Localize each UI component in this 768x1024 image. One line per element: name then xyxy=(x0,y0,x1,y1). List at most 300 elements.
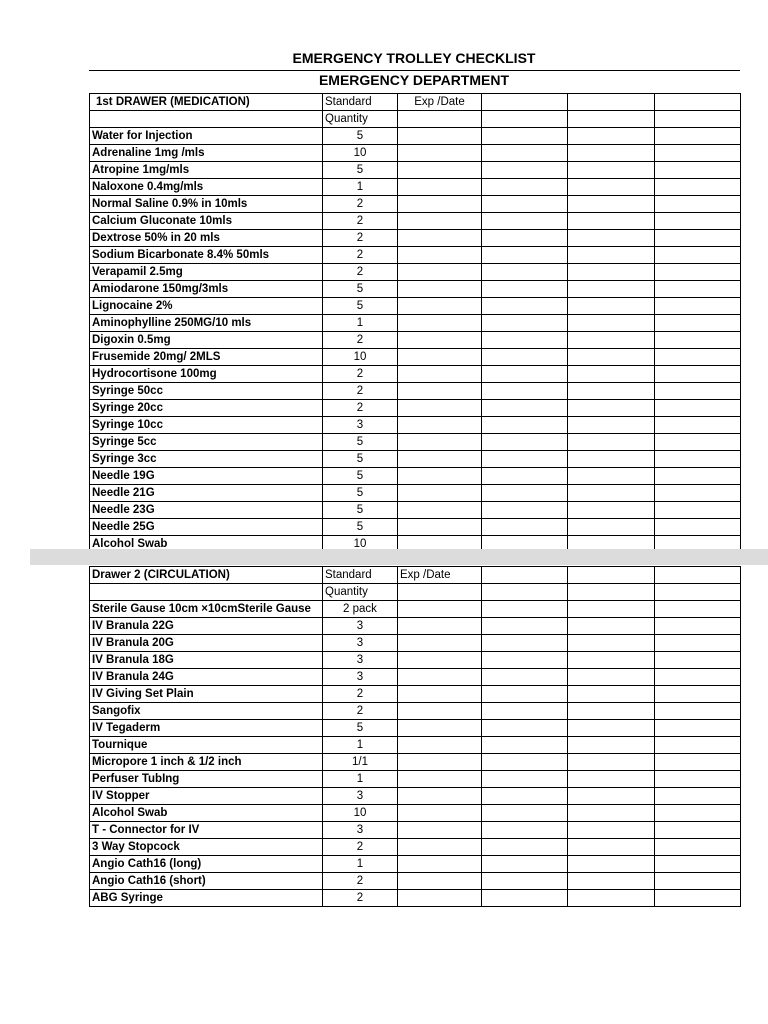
item-name: Lignocaine 2% xyxy=(90,298,323,315)
standard-label: Standard xyxy=(323,94,398,111)
check-cell[interactable] xyxy=(482,805,568,822)
check-cell[interactable] xyxy=(655,366,741,383)
exp-date-cell[interactable] xyxy=(398,601,482,618)
item-name: Naloxone 0.4mg/mls xyxy=(90,179,323,196)
exp-date-cell[interactable] xyxy=(398,162,482,179)
exp-date-cell[interactable] xyxy=(398,281,482,298)
check-cell[interactable] xyxy=(482,417,568,434)
check-cell[interactable] xyxy=(655,468,741,485)
empty-cell[interactable] xyxy=(655,111,741,128)
check-cell[interactable] xyxy=(655,805,741,822)
check-cell[interactable] xyxy=(655,754,741,771)
item-name: Frusemide 20mg/ 2MLS xyxy=(90,349,323,366)
table-row xyxy=(90,788,741,805)
check-cell[interactable] xyxy=(655,737,741,754)
standard-quantity: 1 xyxy=(323,771,398,788)
standard-quantity: 5 xyxy=(323,451,398,468)
check-cell[interactable] xyxy=(568,890,655,907)
standard-quantity: 5 xyxy=(323,434,398,451)
item-name: IV Stopper xyxy=(90,788,323,805)
empty-cell[interactable] xyxy=(482,111,568,128)
standard-quantity: 2 xyxy=(323,230,398,247)
table-row xyxy=(90,349,741,366)
check-cell[interactable] xyxy=(655,635,741,652)
check-cell[interactable] xyxy=(482,468,568,485)
standard-quantity: 2 xyxy=(323,383,398,400)
check-cell[interactable] xyxy=(655,315,741,332)
table-row xyxy=(90,264,741,281)
check-cell[interactable] xyxy=(482,856,568,873)
table-row xyxy=(90,315,741,332)
exp-date-cell[interactable] xyxy=(398,839,482,856)
check-cell[interactable] xyxy=(482,754,568,771)
exp-date-cell[interactable] xyxy=(398,213,482,230)
check-cell[interactable] xyxy=(482,839,568,856)
check-cell[interactable] xyxy=(482,298,568,315)
check-cell[interactable] xyxy=(482,873,568,890)
item-name: Sangofix xyxy=(90,703,323,720)
standard-quantity: 5 xyxy=(323,468,398,485)
check-cell[interactable] xyxy=(655,417,741,434)
standard-quantity: 2 xyxy=(323,196,398,213)
standard-quantity: 10 xyxy=(323,805,398,822)
check-cell[interactable] xyxy=(482,618,568,635)
empty-cell[interactable] xyxy=(568,111,655,128)
exp-date-cell[interactable] xyxy=(398,468,482,485)
exp-date-cell[interactable] xyxy=(398,873,482,890)
empty-cell[interactable] xyxy=(398,584,482,601)
item-name: Digoxin 0.5mg xyxy=(90,332,323,349)
table-row xyxy=(90,720,741,737)
table-row xyxy=(90,890,741,907)
check-cell[interactable] xyxy=(568,669,655,686)
table-row xyxy=(90,230,741,247)
item-name: IV Branula 22G xyxy=(90,618,323,635)
exp-date-cell[interactable] xyxy=(398,332,482,349)
check-cell[interactable] xyxy=(655,720,741,737)
exp-date-cell[interactable] xyxy=(398,720,482,737)
exp-date-label: Exp /Date xyxy=(398,94,482,111)
check-cell[interactable] xyxy=(568,230,655,247)
check-cell[interactable] xyxy=(655,247,741,264)
item-name: 3 Way Stopcock xyxy=(90,839,323,856)
table-row xyxy=(90,451,741,468)
check-cell[interactable] xyxy=(482,145,568,162)
exp-date-cell[interactable] xyxy=(398,703,482,720)
exp-date-cell[interactable] xyxy=(398,771,482,788)
exp-date-label: Exp /Date xyxy=(398,567,482,584)
standard-quantity: 3 xyxy=(323,618,398,635)
item-name: Perfuser TubIng xyxy=(90,771,323,788)
check-cell[interactable] xyxy=(482,451,568,468)
check-cell[interactable] xyxy=(655,485,741,502)
exp-date-cell[interactable] xyxy=(398,618,482,635)
standard-quantity: 1/1 xyxy=(323,754,398,771)
standard-quantity: 2 xyxy=(323,873,398,890)
table-row xyxy=(90,162,741,179)
table-row xyxy=(90,247,741,264)
check-cell[interactable] xyxy=(482,281,568,298)
check-cell[interactable] xyxy=(655,145,741,162)
empty-cell[interactable] xyxy=(482,567,568,584)
check-cell[interactable] xyxy=(568,281,655,298)
item-name: IV Branula 24G xyxy=(90,669,323,686)
check-cell[interactable] xyxy=(482,230,568,247)
check-cell[interactable] xyxy=(568,686,655,703)
standard-quantity: 3 xyxy=(323,822,398,839)
exp-date-cell[interactable] xyxy=(398,247,482,264)
standard-quantity: 5 xyxy=(323,281,398,298)
check-cell[interactable] xyxy=(482,434,568,451)
exp-date-cell[interactable] xyxy=(398,788,482,805)
item-name: Aminophylline 250MG/10 mls xyxy=(90,315,323,332)
standard-quantity: 3 xyxy=(323,635,398,652)
item-name: Alcohol Swab xyxy=(90,805,323,822)
item-name: Verapamil 2.5mg xyxy=(90,264,323,281)
quantity-label: Quantity xyxy=(323,111,398,128)
standard-quantity: 1 xyxy=(323,315,398,332)
standard-quantity: 3 xyxy=(323,417,398,434)
check-cell[interactable] xyxy=(482,213,568,230)
check-cell[interactable] xyxy=(568,652,655,669)
check-cell[interactable] xyxy=(568,771,655,788)
check-cell[interactable] xyxy=(482,315,568,332)
item-name: ABG Syringe xyxy=(90,890,323,907)
quantity-label: Quantity xyxy=(323,584,398,601)
check-cell[interactable] xyxy=(482,822,568,839)
check-cell[interactable] xyxy=(568,703,655,720)
item-name: Angio Cath16 (short) xyxy=(90,873,323,890)
table-row xyxy=(90,601,741,618)
empty-cell[interactable] xyxy=(482,584,568,601)
empty-cell[interactable] xyxy=(568,94,655,111)
standard-quantity: 5 xyxy=(323,162,398,179)
check-cell[interactable] xyxy=(655,196,741,213)
check-cell[interactable] xyxy=(655,502,741,519)
standard-quantity: 2 xyxy=(323,264,398,281)
standard-quantity: 2 xyxy=(323,400,398,417)
standard-label: Standard xyxy=(323,567,398,584)
check-cell[interactable] xyxy=(482,179,568,196)
empty-cell[interactable] xyxy=(568,567,655,584)
check-cell[interactable] xyxy=(482,737,568,754)
check-cell[interactable] xyxy=(568,519,655,536)
drawer1-header-row xyxy=(90,94,741,111)
check-cell[interactable] xyxy=(482,703,568,720)
check-cell[interactable] xyxy=(568,383,655,400)
check-cell[interactable] xyxy=(655,162,741,179)
table-row xyxy=(90,179,741,196)
empty-cell[interactable] xyxy=(655,94,741,111)
exp-date-cell[interactable] xyxy=(398,349,482,366)
check-cell[interactable] xyxy=(568,247,655,264)
check-cell[interactable] xyxy=(568,264,655,281)
standard-quantity: 2 xyxy=(323,213,398,230)
item-name: Amiodarone 150mg/3mls xyxy=(90,281,323,298)
check-cell[interactable] xyxy=(482,128,568,145)
standard-quantity: 2 xyxy=(323,890,398,907)
empty-cell[interactable] xyxy=(655,584,741,601)
drawer1-subheader-row xyxy=(90,111,741,128)
standard-quantity: 3 xyxy=(323,669,398,686)
item-name: IV Tegaderm xyxy=(90,720,323,737)
check-cell[interactable] xyxy=(482,502,568,519)
check-cell[interactable] xyxy=(568,128,655,145)
exp-date-cell[interactable] xyxy=(398,652,482,669)
exp-date-cell[interactable] xyxy=(398,856,482,873)
check-cell[interactable] xyxy=(568,502,655,519)
check-cell[interactable] xyxy=(482,196,568,213)
check-cell[interactable] xyxy=(655,856,741,873)
check-cell[interactable] xyxy=(568,485,655,502)
check-cell[interactable] xyxy=(655,618,741,635)
check-cell[interactable] xyxy=(655,213,741,230)
check-cell[interactable] xyxy=(568,315,655,332)
check-cell[interactable] xyxy=(655,281,741,298)
check-cell[interactable] xyxy=(568,788,655,805)
standard-quantity: 1 xyxy=(323,737,398,754)
check-cell[interactable] xyxy=(568,162,655,179)
check-cell[interactable] xyxy=(568,145,655,162)
check-cell[interactable] xyxy=(568,196,655,213)
check-cell[interactable] xyxy=(482,519,568,536)
check-cell[interactable] xyxy=(568,332,655,349)
exp-date-cell[interactable] xyxy=(398,383,482,400)
table-row xyxy=(90,196,741,213)
check-cell[interactable] xyxy=(568,635,655,652)
check-cell[interactable] xyxy=(568,601,655,618)
exp-date-cell[interactable] xyxy=(398,315,482,332)
standard-quantity: 2 xyxy=(323,839,398,856)
document-subtitle: EMERGENCY DEPARTMENT xyxy=(318,72,510,88)
check-cell[interactable] xyxy=(482,485,568,502)
item-name: Adrenaline 1mg /mls xyxy=(90,145,323,162)
exp-date-cell[interactable] xyxy=(398,264,482,281)
empty-cell[interactable] xyxy=(398,111,482,128)
exp-date-cell[interactable] xyxy=(398,890,482,907)
exp-date-cell[interactable] xyxy=(398,502,482,519)
table-row xyxy=(90,822,741,839)
check-cell[interactable] xyxy=(482,771,568,788)
standard-quantity: 5 xyxy=(323,485,398,502)
exp-date-cell[interactable] xyxy=(398,669,482,686)
empty-cell xyxy=(90,111,323,128)
check-cell[interactable] xyxy=(568,822,655,839)
table-row xyxy=(90,703,741,720)
empty-cell xyxy=(90,584,323,601)
check-cell[interactable] xyxy=(482,264,568,281)
check-cell[interactable] xyxy=(568,805,655,822)
check-cell[interactable] xyxy=(655,400,741,417)
table-row xyxy=(90,873,741,890)
empty-cell[interactable] xyxy=(655,567,741,584)
exp-date-cell[interactable] xyxy=(398,196,482,213)
exp-date-cell[interactable] xyxy=(398,366,482,383)
table-row xyxy=(90,468,741,485)
standard-quantity: 2 xyxy=(323,247,398,264)
title-divider xyxy=(89,70,740,71)
check-cell[interactable] xyxy=(482,366,568,383)
check-cell[interactable] xyxy=(655,179,741,196)
item-name: Hydrocortisone 100mg xyxy=(90,366,323,383)
check-cell[interactable] xyxy=(655,873,741,890)
exp-date-cell[interactable] xyxy=(398,737,482,754)
standard-quantity: 2 xyxy=(323,686,398,703)
exp-date-cell[interactable] xyxy=(398,145,482,162)
check-cell[interactable] xyxy=(482,720,568,737)
exp-date-cell[interactable] xyxy=(398,519,482,536)
check-cell[interactable] xyxy=(482,652,568,669)
check-cell[interactable] xyxy=(655,451,741,468)
check-cell[interactable] xyxy=(655,839,741,856)
drawer2-table xyxy=(89,566,741,907)
check-cell[interactable] xyxy=(568,468,655,485)
table-row xyxy=(90,145,741,162)
check-cell[interactable] xyxy=(655,788,741,805)
check-cell[interactable] xyxy=(482,890,568,907)
item-name: Alcohol Swab xyxy=(90,536,323,553)
table-row xyxy=(90,366,741,383)
table-row xyxy=(90,519,741,536)
check-cell[interactable] xyxy=(655,519,741,536)
check-cell[interactable] xyxy=(655,703,741,720)
check-cell[interactable] xyxy=(655,686,741,703)
standard-quantity: 10 xyxy=(323,145,398,162)
exp-date-cell[interactable] xyxy=(398,822,482,839)
standard-quantity: 3 xyxy=(323,788,398,805)
check-cell[interactable] xyxy=(568,366,655,383)
check-cell[interactable] xyxy=(655,298,741,315)
check-cell[interactable] xyxy=(482,686,568,703)
check-cell[interactable] xyxy=(568,400,655,417)
check-cell[interactable] xyxy=(482,383,568,400)
check-cell[interactable] xyxy=(568,839,655,856)
check-cell[interactable] xyxy=(655,230,741,247)
standard-quantity: 10 xyxy=(323,349,398,366)
table-row xyxy=(90,298,741,315)
check-cell[interactable] xyxy=(482,669,568,686)
check-cell[interactable] xyxy=(568,298,655,315)
check-cell[interactable] xyxy=(482,601,568,618)
exp-date-cell[interactable] xyxy=(398,754,482,771)
table-row xyxy=(90,417,741,434)
check-cell[interactable] xyxy=(655,771,741,788)
item-name: Syringe 3cc xyxy=(90,451,323,468)
exp-date-cell[interactable] xyxy=(398,298,482,315)
exp-date-cell[interactable] xyxy=(398,686,482,703)
drawer1-header-label: 1st DRAWER (MEDICATION) xyxy=(90,94,323,111)
check-cell[interactable] xyxy=(482,635,568,652)
check-cell[interactable] xyxy=(655,822,741,839)
check-cell[interactable] xyxy=(482,332,568,349)
check-cell[interactable] xyxy=(568,754,655,771)
check-cell[interactable] xyxy=(482,788,568,805)
table-row xyxy=(90,281,741,298)
item-name: Calcium Gluconate 10mls xyxy=(90,213,323,230)
drawer2-header-row xyxy=(90,567,741,584)
exp-date-cell[interactable] xyxy=(398,230,482,247)
check-cell[interactable] xyxy=(568,451,655,468)
standard-quantity: 2 xyxy=(323,703,398,720)
table-row xyxy=(90,856,741,873)
drawer2-header-label: Drawer 2 (CIRCULATION) xyxy=(90,567,323,584)
check-cell[interactable] xyxy=(655,383,741,400)
check-cell[interactable] xyxy=(482,349,568,366)
item-name: IV Branula 20G xyxy=(90,635,323,652)
check-cell[interactable] xyxy=(655,349,741,366)
table-row xyxy=(90,485,741,502)
check-cell[interactable] xyxy=(568,213,655,230)
table-row xyxy=(90,652,741,669)
check-cell[interactable] xyxy=(568,873,655,890)
check-cell[interactable] xyxy=(568,179,655,196)
standard-quantity: 1 xyxy=(323,179,398,196)
table-row xyxy=(90,400,741,417)
exp-date-cell[interactable] xyxy=(398,179,482,196)
exp-date-cell[interactable] xyxy=(398,128,482,145)
table-row xyxy=(90,213,741,230)
check-cell[interactable] xyxy=(568,434,655,451)
item-name: Normal Saline 0.9% in 10mls xyxy=(90,196,323,213)
check-cell[interactable] xyxy=(568,737,655,754)
check-cell[interactable] xyxy=(482,162,568,179)
standard-quantity: 5 xyxy=(323,720,398,737)
item-name: Atropine 1mg/mls xyxy=(90,162,323,179)
table-row xyxy=(90,839,741,856)
check-cell[interactable] xyxy=(655,332,741,349)
exp-date-cell[interactable] xyxy=(398,400,482,417)
standard-quantity: 1 xyxy=(323,856,398,873)
item-name: Syringe 5cc xyxy=(90,434,323,451)
standard-quantity: 5 xyxy=(323,128,398,145)
exp-date-cell[interactable] xyxy=(398,451,482,468)
exp-date-cell[interactable] xyxy=(398,805,482,822)
table-row xyxy=(90,635,741,652)
check-cell[interactable] xyxy=(482,247,568,264)
item-name: IV Giving Set Plain xyxy=(90,686,323,703)
table-row xyxy=(90,383,741,400)
table-row xyxy=(90,502,741,519)
check-cell[interactable] xyxy=(568,417,655,434)
exp-date-cell[interactable] xyxy=(398,434,482,451)
item-name: Sodium Bicarbonate 8.4% 50mls xyxy=(90,247,323,264)
item-name: Needle 21G xyxy=(90,485,323,502)
check-cell[interactable] xyxy=(655,601,741,618)
check-cell[interactable] xyxy=(655,652,741,669)
table-row xyxy=(90,737,741,754)
check-cell[interactable] xyxy=(568,720,655,737)
item-name: Micropore 1 inch & 1/2 inch xyxy=(90,754,323,771)
check-cell[interactable] xyxy=(655,669,741,686)
check-cell[interactable] xyxy=(655,264,741,281)
check-cell[interactable] xyxy=(482,400,568,417)
exp-date-cell[interactable] xyxy=(398,635,482,652)
check-cell[interactable] xyxy=(655,890,741,907)
exp-date-cell[interactable] xyxy=(398,417,482,434)
standard-quantity: 5 xyxy=(323,502,398,519)
check-cell[interactable] xyxy=(568,618,655,635)
drawer1-table xyxy=(89,93,741,553)
check-cell[interactable] xyxy=(655,434,741,451)
check-cell[interactable] xyxy=(655,128,741,145)
empty-cell[interactable] xyxy=(568,584,655,601)
item-name: Tournique xyxy=(90,737,323,754)
exp-date-cell[interactable] xyxy=(398,485,482,502)
check-cell[interactable] xyxy=(568,349,655,366)
empty-cell[interactable] xyxy=(482,94,568,111)
check-cell[interactable] xyxy=(568,856,655,873)
standard-quantity: 10 xyxy=(323,536,398,553)
